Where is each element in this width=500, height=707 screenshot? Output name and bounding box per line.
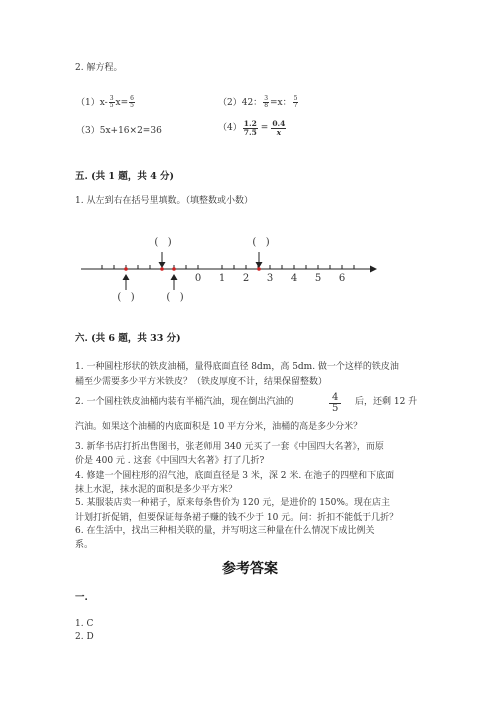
question-text: 1. 从左到右在括号里填数。（填整数或小数） — [75, 196, 253, 206]
question-text: 1. 一种圆柱形状的铁皮油桶，量得底面直径 8dm，高 5dm. 做一个这样的铁皮油 — [75, 362, 399, 372]
up-arrow-icon — [123, 274, 130, 290]
equation-term: =x： — [270, 97, 292, 108]
question-text: 4. 修建一个圆柱形的沼气池，底面直径是 3 米，深 2 米. 在池子的四壁和下底面 — [75, 471, 395, 481]
question-text: 价是 400 元 . 这套《中国四大名著》打了几折? — [75, 456, 265, 466]
equation-label: （1） — [76, 97, 100, 108]
answer-item: 1. C — [75, 619, 94, 629]
numerator: 1.2 — [243, 119, 257, 128]
numerator: 3 — [264, 95, 269, 102]
up-arrow-icon — [171, 274, 178, 290]
numerator: 4 — [329, 393, 341, 404]
equation-label: （2） — [218, 97, 242, 108]
equation-1 — [76, 96, 136, 109]
tick-label: 0 — [194, 273, 202, 284]
question-text: 后，还剩 12 升 — [355, 397, 418, 407]
answer-blank-top-1: ( ) — [154, 237, 172, 248]
question-text: 汽油。如果这个油桶的内底面积是 10 平方分米，油桶的高是多少分米？ — [75, 422, 363, 432]
question-text: 桶至少需要多少平方米铁皮？（铁皮厚度不计，结果保留整数） — [75, 377, 328, 387]
equation-3 — [76, 125, 162, 137]
fraction — [243, 120, 258, 136]
numerator: 5 — [293, 95, 298, 102]
down-arrow-icon — [256, 252, 263, 268]
answer-blank-top-2: ( ) — [252, 237, 270, 248]
numerator: 6 — [130, 95, 134, 102]
number-line-point — [172, 267, 176, 271]
denominator: 8 — [264, 102, 269, 109]
question-text: 5. 某服装店卖一种裙子，原来每条售价为 120 元，是进价的 150%。现在店主 — [75, 498, 390, 508]
fraction — [329, 393, 341, 414]
fraction — [293, 96, 299, 109]
denominator: 7.5 — [243, 127, 257, 137]
number-line-point — [124, 267, 128, 271]
equation-term: x= — [115, 97, 129, 108]
numerator: 0.4 — [272, 119, 286, 128]
tick-label: 2 — [242, 273, 250, 284]
equation-label: （4） — [218, 123, 242, 133]
denominator: x — [276, 127, 282, 137]
number-line — [81, 265, 377, 273]
equation-term: x- — [99, 97, 108, 108]
answer-item: 2. D — [75, 632, 94, 642]
question-text: 抹上水泥，抹水泥的面积是多少平方米？ — [75, 485, 238, 495]
answer-blank-bottom-2: ( ) — [166, 292, 184, 303]
answer-blank-bottom-1: ( ) — [117, 292, 135, 303]
equation-2 — [218, 96, 299, 109]
denominator: 5 — [109, 102, 114, 109]
tick-label: 6 — [338, 273, 346, 284]
fraction — [129, 96, 135, 109]
tick-label: 1 — [218, 273, 226, 284]
equation-term: 42： — [241, 97, 263, 108]
question-text: 3. 新华书店打折出售图书，张老师用 340 元买了一套《中国四大名著》，而原 — [75, 442, 384, 452]
tick-label: 5 — [314, 273, 322, 284]
tick-label: 4 — [290, 273, 298, 284]
denominator: 7 — [293, 102, 298, 109]
number-line-point — [160, 267, 164, 271]
question-text: 6. 在生活中，找出三种相关联的量，并写明这三种量在什么情况下成比例关 — [75, 526, 375, 536]
question-text: 系。 — [75, 540, 94, 550]
question-text: 计划打折促销，但要保证每条裙子赚的钱不少于 10 元。问：折扣不能低于几折？ — [75, 513, 399, 523]
denominator: 5 — [130, 102, 134, 109]
section-heading: 一. — [75, 592, 88, 603]
numerator: 3 — [109, 95, 114, 102]
section-heading: 五. (共 1 题，共 4 分) — [75, 171, 175, 182]
question-text: 2. 一个圆柱铁皮油桶内装有半桶汽油，现在倒出汽油的 — [75, 397, 294, 407]
question-title: 2. 解方程。 — [75, 63, 123, 73]
equation-term: = — [260, 123, 269, 133]
number-line-figure — [0, 232, 500, 312]
fraction — [271, 120, 286, 136]
denominator: 5 — [332, 403, 339, 414]
equation-term: 5x+16×2=36 — [99, 126, 162, 136]
tick-label: 3 — [266, 273, 274, 284]
answer-key-title: 参考答案 — [222, 561, 278, 577]
section-heading: 六. (共 6 题，共 33 分) — [75, 333, 181, 344]
fraction — [263, 96, 269, 109]
equation-4 — [218, 120, 287, 136]
fraction — [109, 96, 115, 109]
number-line-point — [257, 267, 261, 271]
equation-label: （3） — [76, 126, 100, 136]
